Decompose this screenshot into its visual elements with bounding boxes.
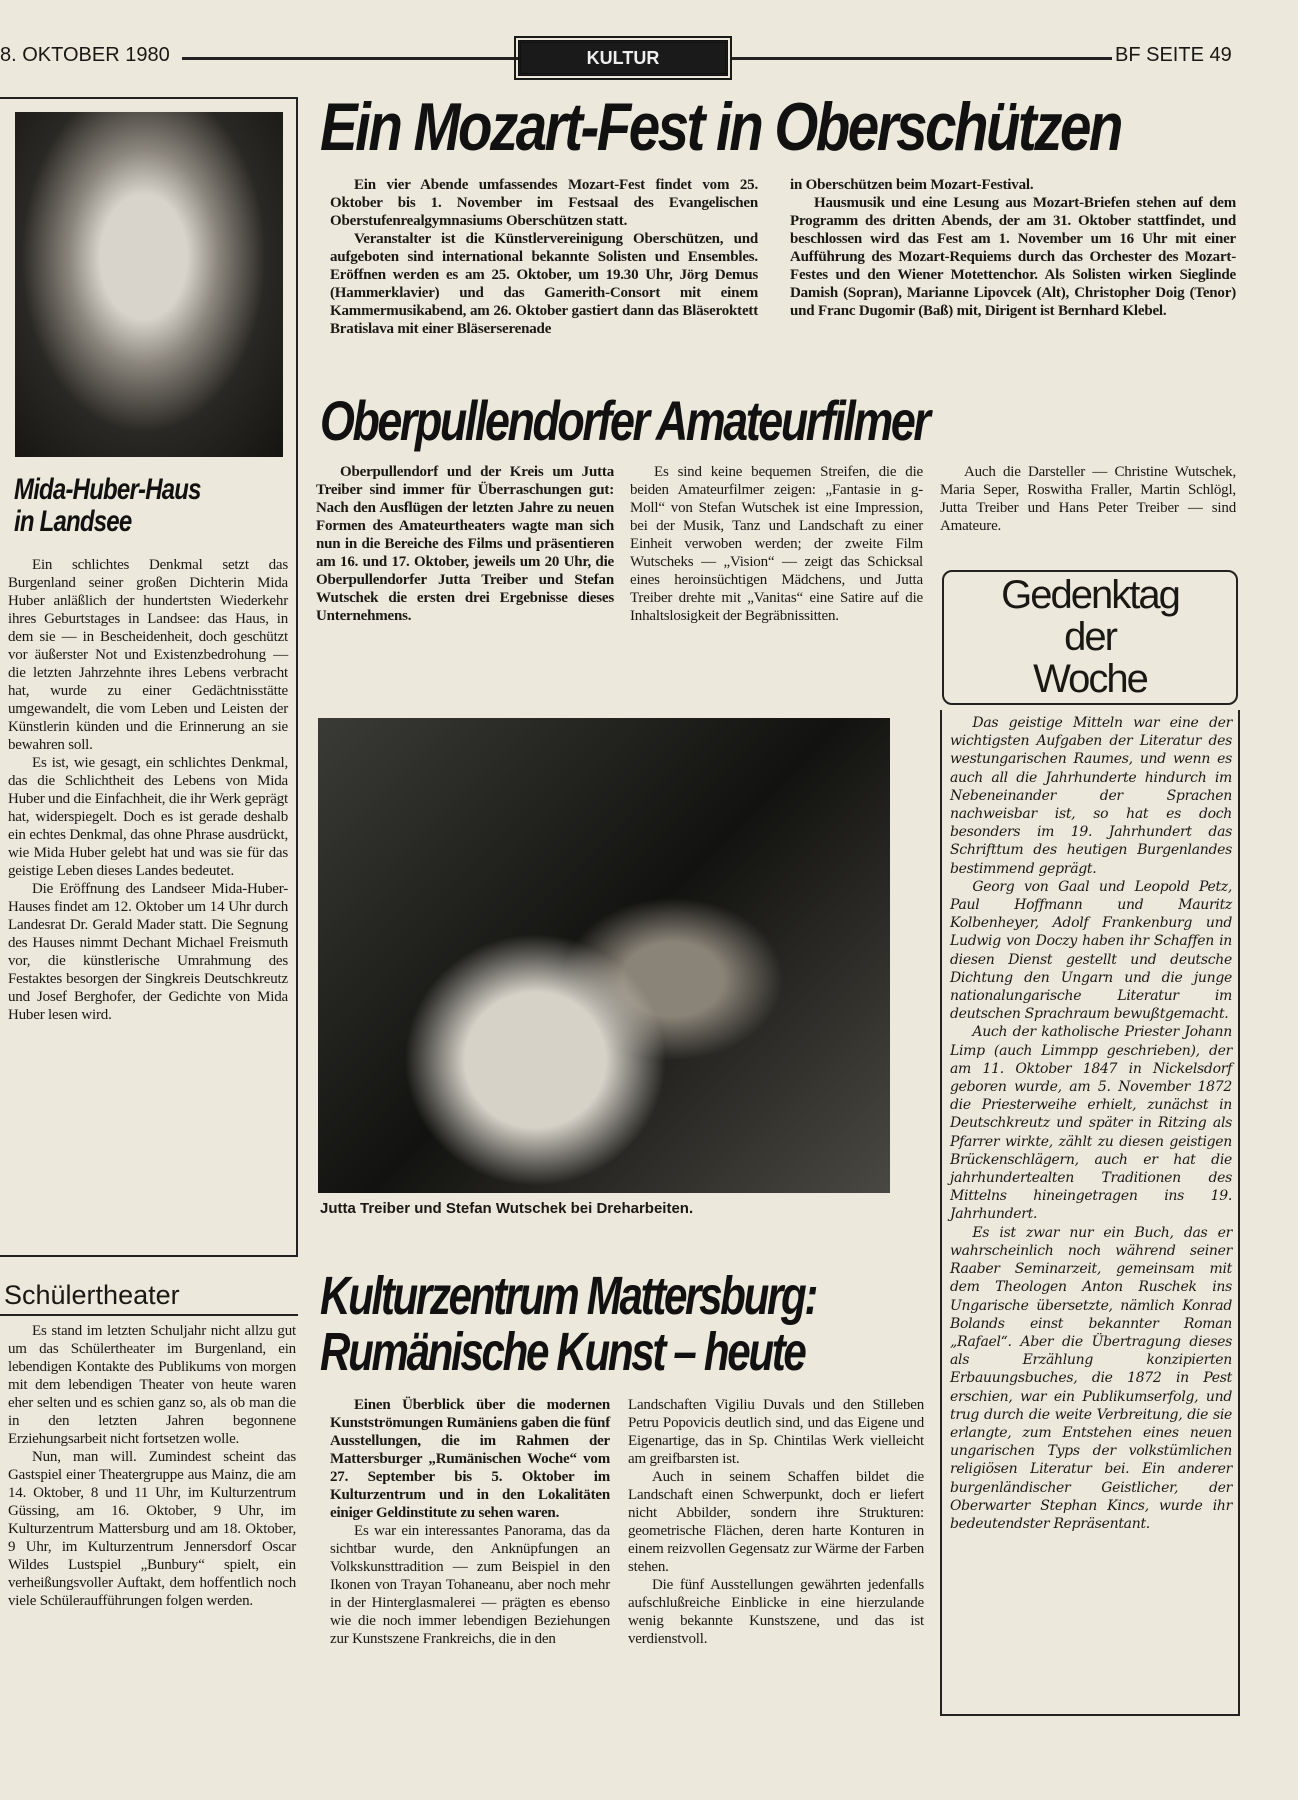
title-line: Woche [1033,657,1147,701]
mida-headline [14,474,201,538]
mozart-headline: Ein Mozart-Fest in Oberschützen [320,89,1121,165]
paragraph: in Oberschützen beim Mozart-Festival. [790,177,1034,193]
issue-date: 8. OKTOBER 1980 [0,44,170,66]
schueler-article [8,1322,296,1610]
ober-headline: Oberpullendorfer Amateurfilmer [320,389,929,452]
gedenktag-title [942,574,1238,700]
paragraph: Einen Überblick über die modernen Kunstströmungen Rumäniens gaben die fünf Ausstellungen, die im Rahmen der Mattersburger „Rumänischen Woche“ vom 27. September bis 5. Oktober im Kulturzentrum und in den Lokalitäten einiger Geldinstitute zu sehen waren. [330,1397,610,1521]
headline-line: Mida-Huber-Haus [14,473,201,506]
paragraph: Es ist zwar nur ein Buch, das er wahrscheinlich noch während seiner Raaber Seminarzeit, gemeinsam mit dem Theologen Anton Ruschek ins Ungarische übersetzte, nämlich Konrad Bolands einst bekannter Roman „Rafael“. Aber die Übertragung dieses als Erzählung konzipierten Erbauungsbuches, die 1872 in Pest erschien, war ein Publikumserfolg, und trug durch die weite Verbreitung, die sie erlangte, zum Entstehen eines neuen ungarischen Typs der volkstümlichen religiösen Literatur bei. Ein anderer burgenländischer Geistlicher, der Oberwarter Stephan Kincs, wurde ihr bedeutendster Repräsentant. [950,1224,1232,1532]
headline-line: in Landsee [14,505,132,538]
kultur-col-2 [628,1396,924,1648]
portrait-photo [15,112,283,457]
paragraph: Oberpullendorf und der Kreis um Jutta Treiber sind immer für Überraschungen gut: Nach den Ausflügen der letzten Jahre zu neuen Formen des Amateurtheaters wagte man sich nun in die Bereiche des Films und präsentieren am 16. und 17. Oktober, jeweils um 20 Uhr, die Oberpullendorfer Jutta Treiber und Stefan Wutschek die ersten drei Ergebnisse dieses Unternehmens. [316,464,614,624]
mozart-col-1 [330,176,758,338]
kultur-headline [320,1268,816,1380]
paragraph: Es war ein interessantes Panorama, das da sichtbar wurde, den Anknüpfungen an Volkskunsttradition — zum Beispiel in den Ikonen von Trayan Tohaneanu, aber noch mehr in der Hinterglasmalerei — prägten es ebenso wie die noch immer lebendigen Beziehungen zur Kunstszene Frankreichs, die in den [330,1523,610,1647]
ober-col-3 [940,463,1236,535]
paragraph: Auch der katholische Priester Johann Limp (auch Limmpp geschrieben), der am 11. Oktober 1847 in Nickelsdorf geboren wurde, am 5. November 1872 die Priesterweihe erhielt, zunächst in Deutschkreutz und später in Ritzing als Pfarrer wirkte, zählt zu diesen geistigen Brückenschlägern, auch er hat die jahrhundertealten Traditionen des Mittelns hineingetragen ins 19. Jahrhundert. [950,1024,1232,1223]
paragraph: Auch die Darsteller — Christine Wutschek, Maria Seper, Roswitha Fraller, Martin Schlögl, Jutta Treiber und Hans Peter Treiber — sind Amateure. [940,464,1236,534]
ober-col-2 [630,463,923,625]
paragraph: Auch in seinem Schaffen bildet die Landschaft einen Schwerpunkt, doch er liefert nicht Abbilder, sondern ihre Strukturen: geometrische Flächen, deren harte Konturen in einem reizvollen Gegensatz zur Wärme der Farben stehen. [628,1469,925,1575]
section-label: KULTUR [518,40,728,76]
paragraph: Hausmusik und eine Lesung aus Mozart-Briefen stehen auf dem Programm des dritten Abends, der am 31. Oktober stattfindet, und beschlossen wird das Fest am 1. November um 16 Uhr mit einer Aufführung des Mozart-Requiems durch das Orchester des Mozart-Festes und den Wiener Motettenchor. Als Solisten wirken Sieglinde Damish (Sopran), Marianne Lipovcek (Alt), Christopher Doig (Tenor) und Franc Dugomir (Baß) mit, Dirigent ist Bernhard Klebel. [790,195,1236,319]
paragraph: Es sind keine bequemen Streifen, die die beiden Amateurfilmer zeigen: „Fantasie in g-Moll“ von Stefan Wutschek ist eine Impression, bei der Musik, Tanz und Landschaft zu einer Einheit verwoben werden; der zweite Film Wutscheks — „Vision“ — zeigt das Schicksal eines heroinsüchtigen Mädchens, und Jutta Treiber drehte mit „Vanitas“ eine Satire auf die Inhaltslosigkeit der Begräbnissitten. [630,464,923,624]
paragraph: Es ist, wie gesagt, ein schlichtes Denkmal, das die Schlichtheit des Lebens von Mida Huber und die Einfachheit, die ihr Werk geprägt hat, widerspiegelt. Doch es ist gerade deshalb ein echtes Denkmal, das ohne Phrase ausdrückt, wie Mida Huber gelebt hat und was sie für das geistige Leben dieses Landes bedeutet. [8,755,288,879]
paragraph: Ein schlichtes Denkmal setzt das Burgenland seiner großen Dichterin Mida Huber anläßlich der hundertsten Wiederkehr ihres Geburtstages in Landsee: das Haus, in dem sie — in Bescheidenheit, doch geschützt vor äußerster Not und Existenzbedrohung — die letzten Jahrzehnte ihres Lebens verbracht hat, wurde zu einer Gedächtnisstätte umgewandelt, die vom Leben und Leisten der Künstlerin künden und die Erinnerung an sie bewahren soll. [8,557,288,753]
photo-caption: Jutta Treiber und Stefan Wutschek bei Dreharbeiten. [320,1200,694,1217]
paragraph: Georg von Gaal und Leopold Petz, Paul Hoffmann und Mauritz Kolbenheyer, Adolf Frankenburg und Ludwig von Doczy haben ihr Schaffen in diesen Dienst gestellt und deutsche Dichtung den Ungarn und die junge nationalungarische Literatur im deutschen Sprachraum bewußtgemacht. [950,878,1232,1023]
paragraph: Ein vier Abende umfassendes Mozart-Fest findet vom 25. Oktober bis 1. November im Festsaal des Evangelischen Oberstufenrealgymnasiums Oberschützen statt. [330,177,758,229]
paragraph: Die fünf Ausstellungen gewährten jedenfalls aufschlußreiche Einblicke in eine hierzulande wenig bekannte Kunstszene, und das ist verdienstvoll. [628,1577,924,1647]
ober-col-1 [316,463,614,625]
mida-article [8,556,288,1024]
header-rule [732,57,1112,60]
paragraph: Veranstalter ist die Künstlervereinigung Oberschützen, und aufgeboten sind international bekannte Solisten und Ensembles. Eröffnen werden es am 25. Oktober, um 19.30 Uhr, Jörg Demus (Hammerklavier) und das Gamerith-Consort mit einem Kammermusikabend, am 26. Oktober gastiert dann das Bläseroktett Bratislava mit einer Bläserserenade [330,231,758,337]
paragraph: Nun, man will. Zumindest scheint das Gastspiel einer Theatergruppe aus Mainz, die am 14. Oktober, 8 und 11 Uhr, im Kulturzentrum Güssing, am 16. Oktober, 9 Uhr, im Kulturzentrum Mattersburg und am 18. Oktober, 9 Uhr, im Kulturzentrum Jennersdorf Oscar Wildes Lustspiel „Bunbury“ spielt, ein verheißungsvoller Auftakt, dem hoffentlich noch viele Schüleraufführungen folgen werden. [8,1449,296,1609]
divider [0,1314,298,1316]
title-line: der [1064,615,1116,659]
headline-line: Kulturzentrum Mattersburg: [320,1266,817,1326]
title-line: Gedenktag [1001,573,1179,617]
headline-line: Rumänische Kunst – heute [320,1322,805,1382]
kultur-col-1 [330,1396,610,1648]
paragraph: Es stand im letzten Schuljahr nicht allzu gut um das Schülertheater im Burgenland, ein lebendigen Kontakte des Publikums von morgen mit dem lebendigen Theater von heute waren eher selten und es schien ganz so, als ob man die in den letzten Jahren begonnene Erziehungsarbeit nicht fortsetzen wolle. [8,1323,296,1447]
schueler-headline: Schülertheater [4,1280,180,1310]
header-rule [182,57,518,60]
paragraph: Die Eröffnung des Landseer Mida-Huber-Hauses findet am 12. Oktober um 14 Uhr durch Landesrat Dr. Gerald Mader statt. Die Segnung des Hauses nimmt Dechant Michael Freismuth vor, die künstlerische Umrahmung des Festaktes besorgen der Singkreis Deutschkreutz und Josef Berghofer, der Gedichte von Mida Huber lesen wird. [8,881,288,1023]
film-photo [318,718,890,1193]
mozart-col-2 [790,176,1236,320]
paragraph: Das geistige Mitteln war eine der wichtigsten Aufgaben der Literatur des westungarischen Raumes, und wenn es auch all die Jahrhunderte hindurch im Nebeneinander der Sprachen nachweisbar ist, so hat es doch besonders im 19. Jahrhundert das Schrifttum des heutigen Burgenlandes bestimmend geprägt. [950,715,1232,877]
gedenktag-article [950,714,1232,1533]
paragraph: Landschaften Vigiliu Duvals und den Stilleben Petru Popovicis deutlich sind, und das Eigene und Eigenartige, das in Sp. Chintilas Werk vielleicht am greifbarsten ist. [628,1397,924,1467]
page-number: BF SEITE 49 [1115,44,1232,66]
